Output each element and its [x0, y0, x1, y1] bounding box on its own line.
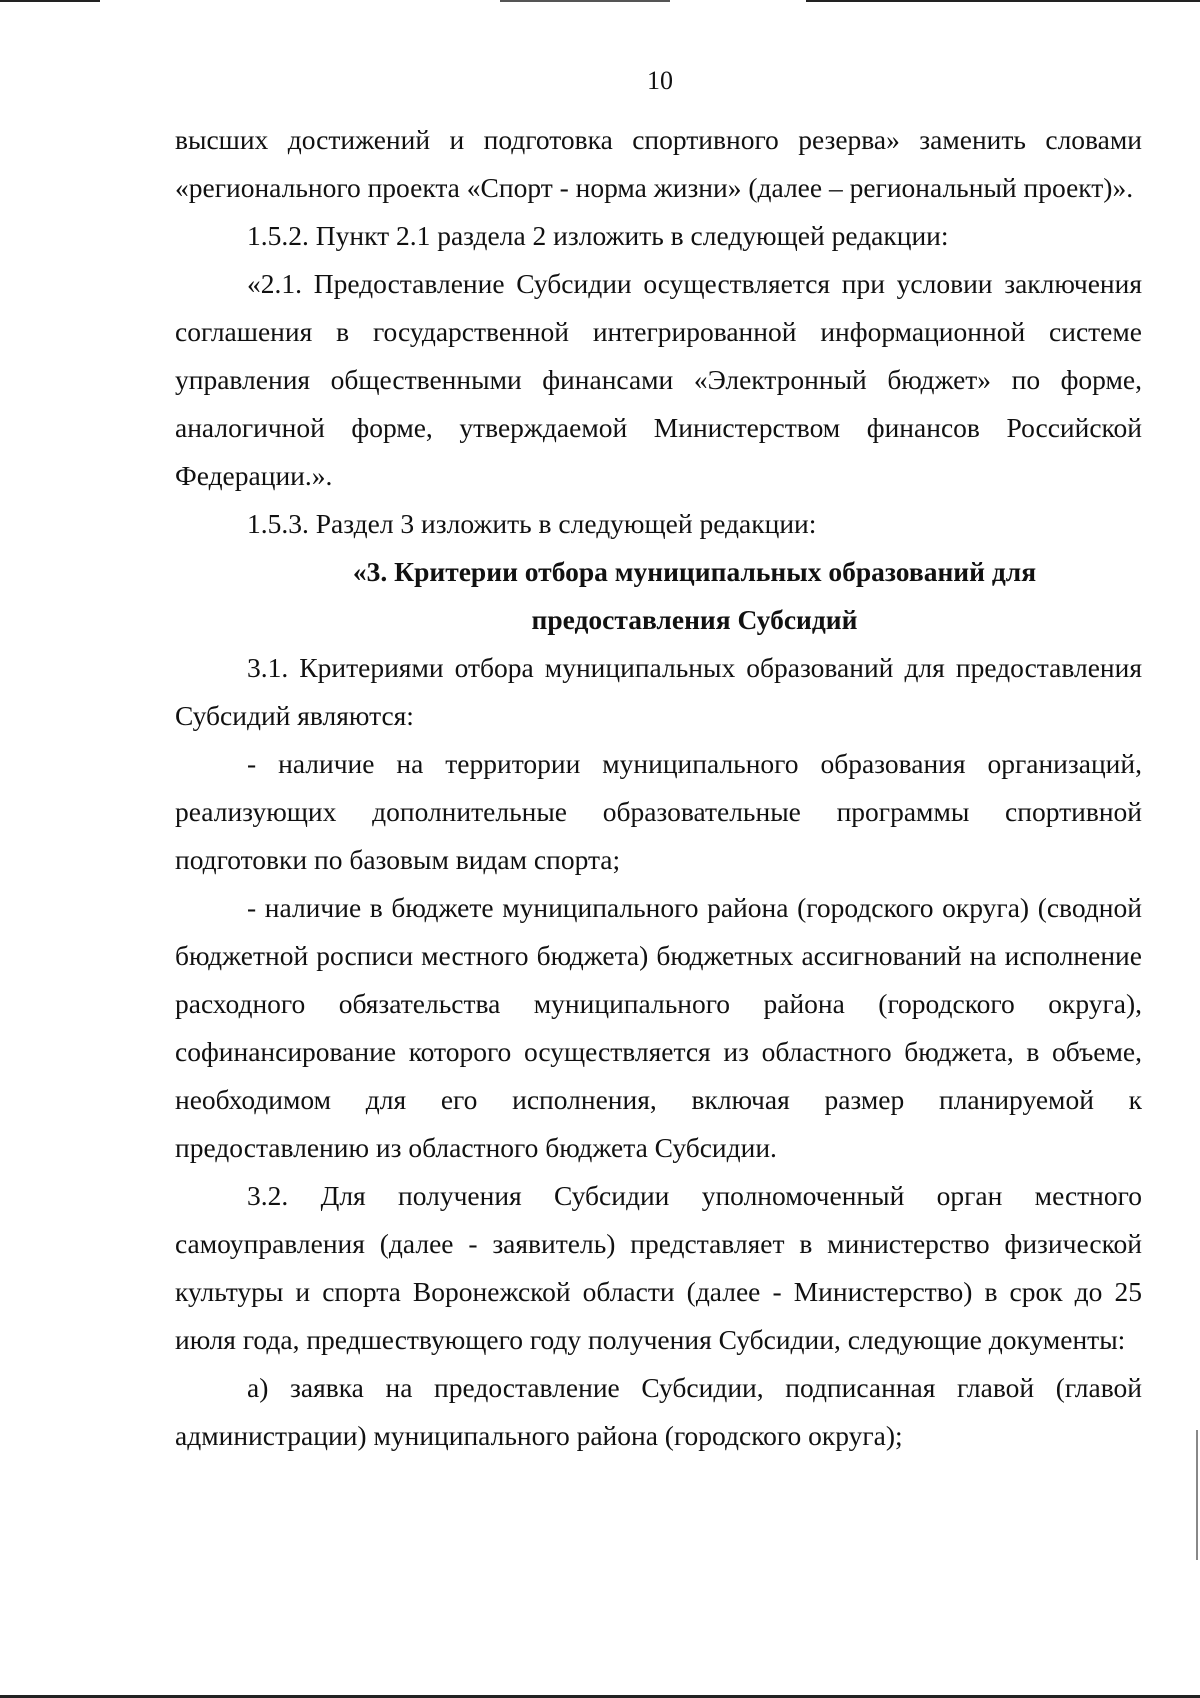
scan-edge-top-right	[806, 0, 1200, 2]
paragraph-item-1-5-2: 1.5.2. Пункт 2.1 раздела 2 изложить в следующей редакции:	[247, 220, 949, 251]
scan-edge-right	[1196, 1430, 1198, 1560]
paragraph-clause-3-2: 3.2. Для получения Субсидии уполномоченный орган местного самоуправления (далее - заявитель) представляет в министерство физической культуры и спорта Воронежской области (далее - Министерство) в срок до 25 июля года, предшествующего году получения Субсидии, следующие документы:	[175, 1180, 1142, 1355]
criteria-item-organizations: - наличие на территории муниципального образования организаций, реализующих дополнительные образовательные программы спортивной подготовки по базовым видам спорта;	[175, 748, 1142, 875]
document-body	[175, 116, 1142, 1460]
scan-edge-top-middle	[500, 0, 670, 2]
paragraph-clause-2-1: «2.1. Предоставление Субсидии осуществляется при условии заключения соглашения в государственной интегрированной информационной системе управления общественными финансами «Электронный бюджет» по форме, аналогичной форме, утверждаемой Министерством финансов Российской Федерации.».	[175, 268, 1142, 491]
document-list-item-a: а) заявка на предоставление Субсидии, подписанная главой (главой администрации) муниципального района (городского округа);	[175, 1372, 1142, 1451]
paragraph-continuation: высших достижений и подготовка спортивного резерва» заменить словами «регионального проекта «Спорт - норма жизни» (далее – региональный проект)».	[175, 124, 1142, 203]
page-number: 10	[647, 66, 673, 95]
paragraph-clause-3-1: 3.1. Критериями отбора муниципальных образований для предоставления Субсидий являются:	[175, 652, 1142, 731]
section-3-heading-line-1: «3. Критерии отбора муниципальных образований для	[352, 556, 1037, 587]
scan-edge-top-left	[0, 0, 100, 2]
criteria-item-budget: - наличие в бюджете муниципального района (городского округа) (сводной бюджетной росписи местного бюджета) бюджетных ассигнований на исполнение расходного обязательства муниципального района (городского округа), софинансирование которого осуществляется из областного бюджета, в объеме, необходимом для его исполнения, включая размер планируемой к предоставлению из областного бюджета Субсидии.	[175, 892, 1142, 1163]
section-3-heading-line-2: предоставления Субсидий	[531, 604, 858, 635]
paragraph-item-1-5-3: 1.5.3. Раздел 3 изложить в следующей редакции:	[247, 508, 817, 539]
